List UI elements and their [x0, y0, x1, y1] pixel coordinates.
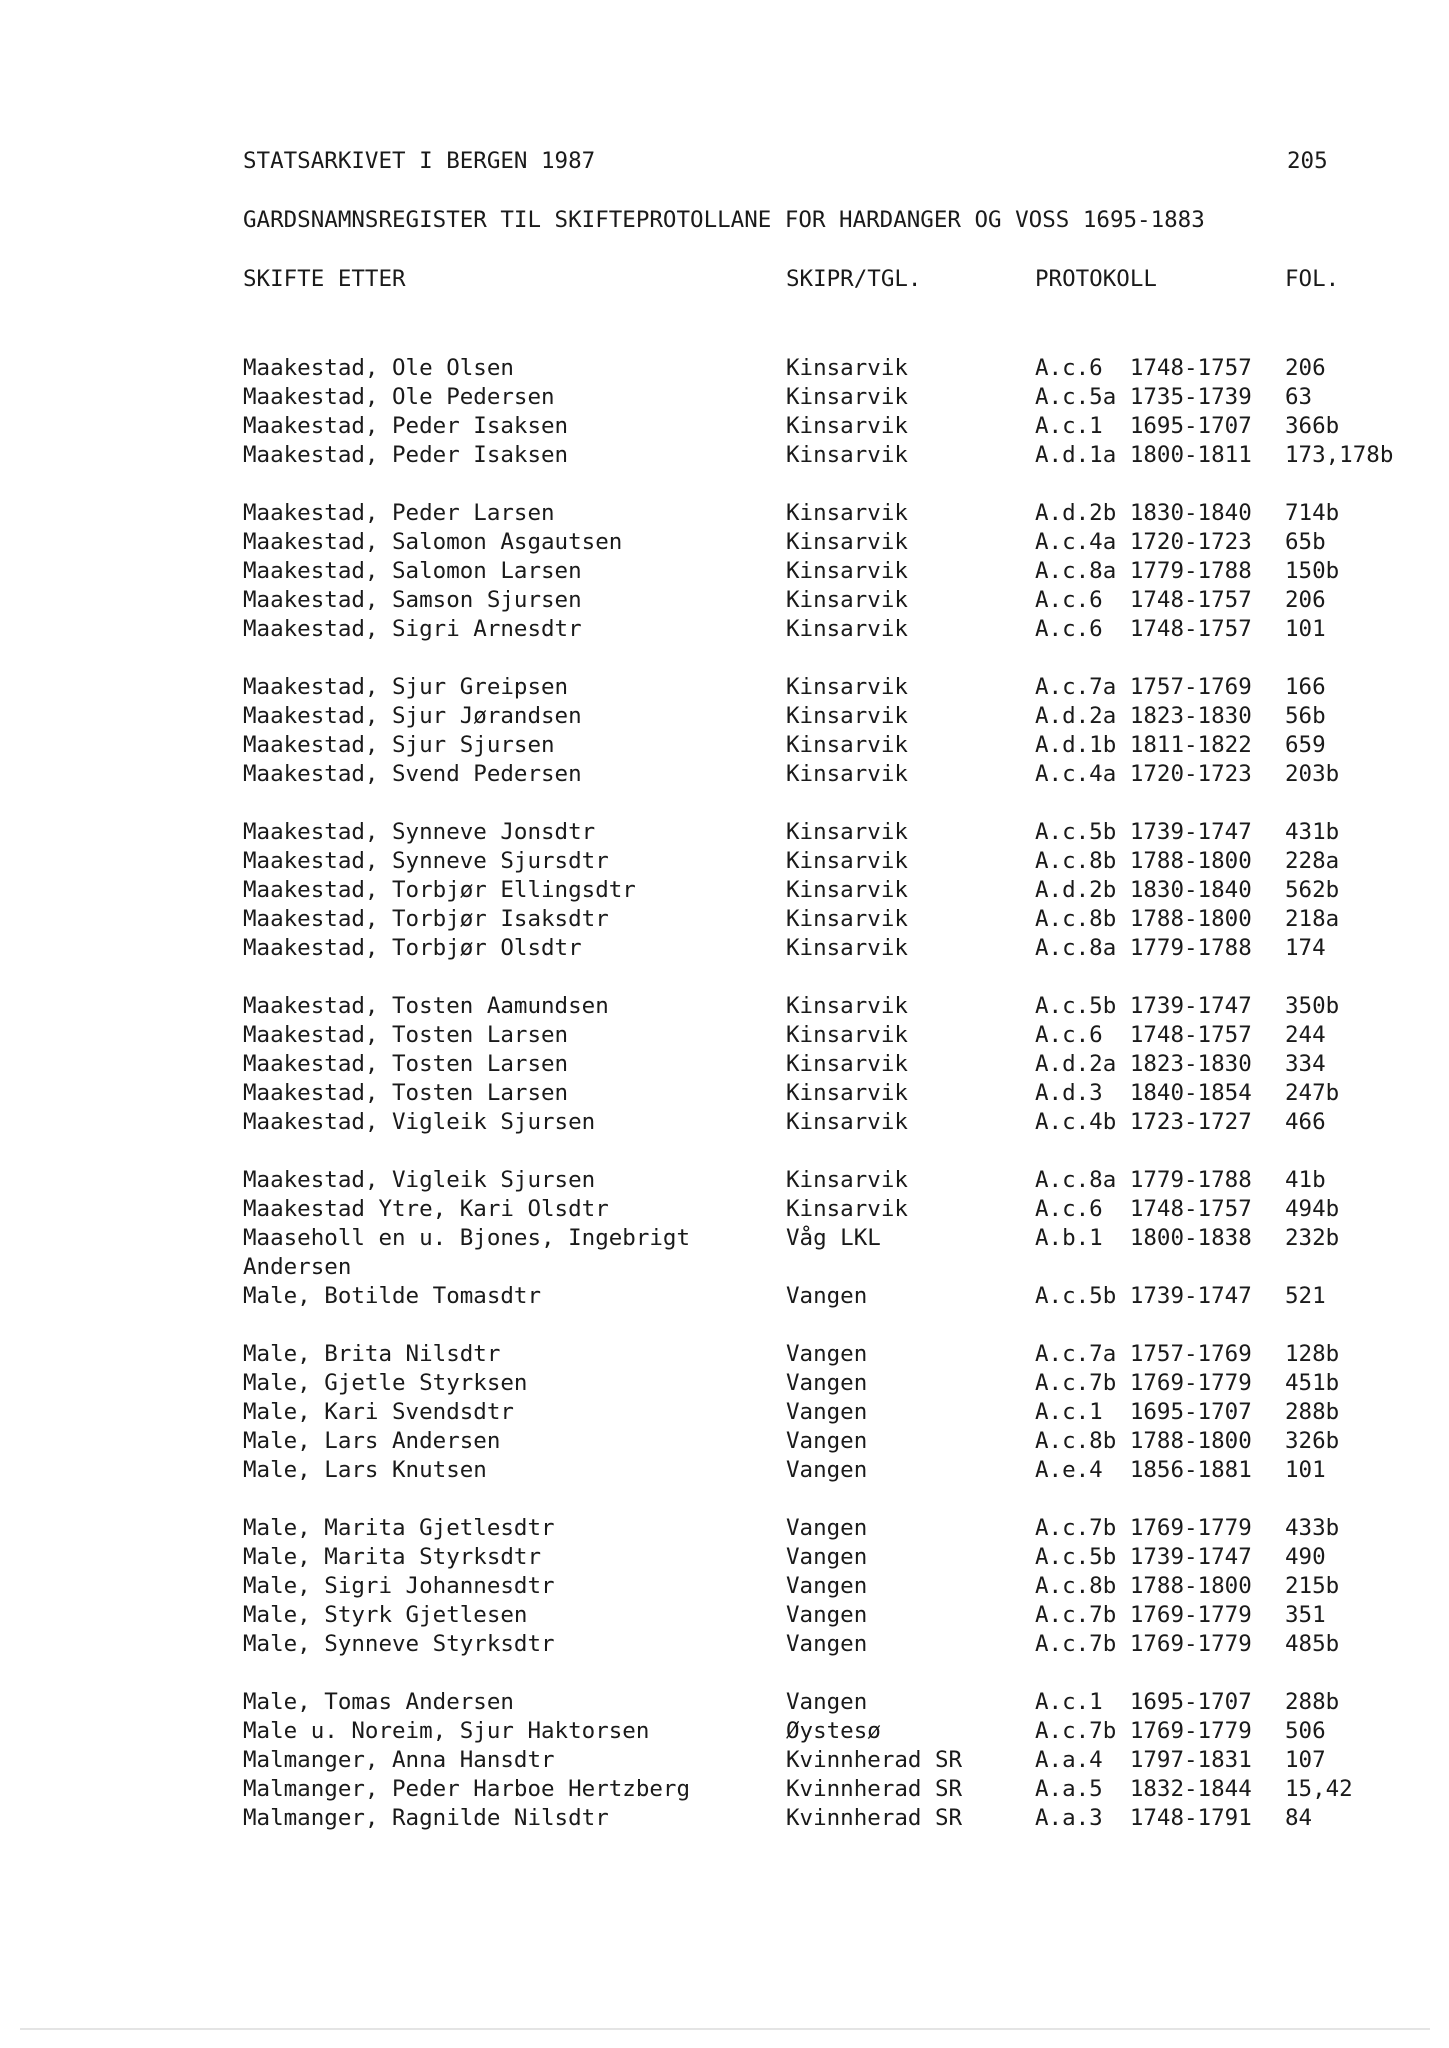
cell-protocol: A.c.7a 1757-1769 [1035, 674, 1252, 700]
table-row [0, 1223, 1449, 1253]
table-row [0, 527, 1449, 557]
cell-folio: 494b [1285, 1196, 1340, 1222]
cell-protocol: A.c.5a 1735-1739 [1035, 384, 1252, 410]
cell-place: Vangen [786, 1515, 868, 1541]
cell-name: Male, Sigri Johannesdtr [243, 1573, 555, 1599]
cell-name: Maakestad, Peder Isaksen [243, 413, 569, 439]
table-row [0, 904, 1449, 934]
table-row [0, 1803, 1449, 1833]
cell-protocol: A.c.8a 1779-1788 [1035, 1167, 1252, 1193]
cell-place: Kinsarvik [786, 413, 908, 439]
cell-name: Maakestad, Ole Pedersen [243, 384, 555, 410]
table-row [0, 556, 1449, 586]
cell-place: Kinsarvik [786, 500, 908, 526]
table-row [0, 1542, 1449, 1572]
cell-place: Kinsarvik [786, 1196, 908, 1222]
cell-protocol: A.c.1 1695-1707 [1035, 1689, 1252, 1715]
cell-folio: 218a [1285, 906, 1340, 932]
cell-folio: 326b [1285, 1428, 1340, 1454]
cell-folio: 490 [1285, 1544, 1326, 1570]
cell-place: Kinsarvik [786, 819, 908, 845]
cell-protocol: A.c.7a 1757-1769 [1035, 1341, 1252, 1367]
cell-folio: 431b [1285, 819, 1340, 845]
cell-protocol: A.d.1a 1800-1811 [1035, 442, 1252, 468]
cell-name: Maakestad, Peder Larsen [243, 500, 555, 526]
table-row [0, 1716, 1449, 1746]
cell-folio: 173,178b [1285, 442, 1394, 468]
cell-folio: 466 [1285, 1109, 1326, 1135]
cell-protocol: A.c.5b 1739-1747 [1035, 993, 1252, 1019]
cell-folio: 63 [1285, 384, 1313, 410]
cell-protocol: A.c.7b 1769-1779 [1035, 1515, 1252, 1541]
cell-folio: 174 [1285, 935, 1326, 961]
cell-name: Maakestad, Torbjør Ellingsdtr [243, 877, 636, 903]
cell-place: Kvinnherad SR [786, 1776, 963, 1802]
cell-place: Kvinnherad SR [786, 1747, 963, 1773]
cell-name: Andersen [243, 1254, 352, 1280]
cell-protocol: A.c.8a 1779-1788 [1035, 935, 1252, 961]
cell-place: Vangen [786, 1689, 868, 1715]
cell-protocol: A.c.4b 1723-1727 [1035, 1109, 1252, 1135]
table-row [0, 1339, 1449, 1369]
cell-place: Kinsarvik [786, 355, 908, 381]
cell-name: Maakestad, Synneve Sjursdtr [243, 848, 609, 874]
table-row [0, 1281, 1449, 1311]
table-row [0, 1049, 1449, 1079]
table-row [0, 672, 1449, 702]
table-row [0, 1571, 1449, 1601]
cell-folio: 128b [1285, 1341, 1340, 1367]
table-row [0, 817, 1449, 847]
cell-place: Kinsarvik [786, 1167, 908, 1193]
scan-edge [20, 2028, 1430, 2030]
cell-place: Kvinnherad SR [786, 1805, 963, 1831]
table-row [0, 1020, 1449, 1050]
cell-place: Kinsarvik [786, 442, 908, 468]
cell-name: Maakestad, Torbjør Isaksdtr [243, 906, 609, 932]
table-row [0, 1194, 1449, 1224]
table-row [0, 1600, 1449, 1630]
table-row [0, 875, 1449, 905]
cell-folio: 107 [1285, 1747, 1326, 1773]
table-row [0, 730, 1449, 760]
cell-protocol: A.c.1 1695-1707 [1035, 413, 1252, 439]
table-row [0, 846, 1449, 876]
cell-name: Malmanger, Ragnilde Nilsdtr [243, 1805, 609, 1831]
table-row [0, 1397, 1449, 1427]
col-header-place: SKIPR/TGL. [786, 266, 922, 292]
cell-place: Kinsarvik [786, 1109, 908, 1135]
cell-protocol: A.c.5b 1739-1747 [1035, 819, 1252, 845]
cell-place: Kinsarvik [786, 906, 908, 932]
cell-folio: 203b [1285, 761, 1340, 787]
cell-folio: 433b [1285, 1515, 1340, 1541]
cell-folio: 247b [1285, 1080, 1340, 1106]
table-row [0, 353, 1449, 383]
cell-folio: 101 [1285, 1457, 1326, 1483]
cell-place: Vangen [786, 1573, 868, 1599]
col-header-folio: FOL. [1285, 266, 1340, 292]
cell-place: Våg LKL [786, 1225, 881, 1251]
cell-folio: 84 [1285, 1805, 1313, 1831]
title-line [0, 205, 1449, 235]
cell-folio: 334 [1285, 1051, 1326, 1077]
table-row [0, 411, 1449, 441]
cell-folio: 506 [1285, 1718, 1326, 1744]
cell-folio: 228a [1285, 848, 1340, 874]
cell-place: Kinsarvik [786, 384, 908, 410]
cell-name: Male, Styrk Gjetlesen [243, 1602, 528, 1628]
cell-protocol: A.a.3 1748-1791 [1035, 1805, 1252, 1831]
cell-place: Vangen [786, 1457, 868, 1483]
cell-folio: 350b [1285, 993, 1340, 1019]
cell-folio: 521 [1285, 1283, 1326, 1309]
cell-name: Maakestad, Torbjør Olsdtr [243, 935, 582, 961]
table-row [0, 1513, 1449, 1543]
cell-place: Vangen [786, 1341, 868, 1367]
cell-name: Maakestad, Tosten Larsen [243, 1080, 569, 1106]
cell-protocol: A.d.2b 1830-1840 [1035, 500, 1252, 526]
cell-place: Vangen [786, 1283, 868, 1309]
col-header-protocol: PROTOKOLL [1035, 266, 1157, 292]
cell-name: Male, Tomas Andersen [243, 1689, 514, 1715]
cell-name: Maakestad, Sjur Jørandsen [243, 703, 582, 729]
cell-name: Male, Brita Nilsdtr [243, 1341, 501, 1367]
cell-protocol: A.c.6 1748-1757 [1035, 355, 1252, 381]
table-row [0, 440, 1449, 470]
table-row [0, 759, 1449, 789]
cell-name: Maakestad, Tosten Aamundsen [243, 993, 609, 1019]
cell-place: Vangen [786, 1631, 868, 1657]
table-row [0, 1687, 1449, 1717]
cell-protocol: A.e.4 1856-1881 [1035, 1457, 1252, 1483]
cell-name: Maakestad, Sjur Greipsen [243, 674, 569, 700]
cell-folio: 215b [1285, 1573, 1340, 1599]
cell-protocol: A.c.8b 1788-1800 [1035, 848, 1252, 874]
cell-protocol: A.c.4a 1720-1723 [1035, 761, 1252, 787]
table-row [0, 701, 1449, 731]
table-row [0, 1745, 1449, 1775]
cell-protocol: A.d.2a 1823-1830 [1035, 703, 1252, 729]
page-number: 205 [1287, 148, 1328, 174]
table-row [0, 1107, 1449, 1137]
cell-place: Kinsarvik [786, 848, 908, 874]
cell-folio: 288b [1285, 1399, 1340, 1425]
cell-folio: 206 [1285, 587, 1326, 613]
cell-name: Male u. Noreim, Sjur Haktorsen [243, 1718, 650, 1744]
cell-place: Øystesø [786, 1718, 881, 1744]
cell-place: Kinsarvik [786, 761, 908, 787]
cell-folio: 15,42 [1285, 1776, 1353, 1802]
cell-place: Vangen [786, 1370, 868, 1396]
table-row [0, 1368, 1449, 1398]
cell-name: Maakestad, Samson Sjursen [243, 587, 582, 613]
cell-folio: 41b [1285, 1167, 1326, 1193]
cell-protocol: A.d.1b 1811-1822 [1035, 732, 1252, 758]
cell-place: Vangen [786, 1544, 868, 1570]
cell-protocol: A.c.7b 1769-1779 [1035, 1370, 1252, 1396]
cell-folio: 451b [1285, 1370, 1340, 1396]
cell-place: Kinsarvik [786, 616, 908, 642]
table-row [0, 498, 1449, 528]
cell-folio: 288b [1285, 1689, 1340, 1715]
cell-name: Male, Lars Andersen [243, 1428, 501, 1454]
col-header-name: SKIFTE ETTER [243, 266, 406, 292]
cell-folio: 562b [1285, 877, 1340, 903]
cell-place: Kinsarvik [786, 993, 908, 1019]
table-row [0, 1629, 1449, 1659]
cell-name: Maakestad, Tosten Larsen [243, 1022, 569, 1048]
table-row [0, 614, 1449, 644]
cell-name: Maakestad, Vigleik Sjursen [243, 1167, 596, 1193]
cell-place: Kinsarvik [786, 732, 908, 758]
cell-place: Vangen [786, 1399, 868, 1425]
cell-name: Male, Gjetle Styrksen [243, 1370, 528, 1396]
cell-name: Maakestad, Sigri Arnesdtr [243, 616, 582, 642]
cell-protocol: A.d.2b 1830-1840 [1035, 877, 1252, 903]
cell-place: Kinsarvik [786, 529, 908, 555]
cell-name: Male, Synneve Styrksdtr [243, 1631, 555, 1657]
cell-name: Maakestad, Sjur Sjursen [243, 732, 555, 758]
cell-protocol: A.c.6 1748-1757 [1035, 616, 1252, 642]
cell-place: Vangen [786, 1428, 868, 1454]
table-row [0, 1078, 1449, 1108]
table-row [0, 1252, 1449, 1282]
cell-name: Maakestad, Peder Isaksen [243, 442, 569, 468]
table-row [0, 585, 1449, 615]
cell-name: Maakestad, Ole Olsen [243, 355, 514, 381]
cell-name: Male, Kari Svendsdtr [243, 1399, 514, 1425]
table-row [0, 933, 1449, 963]
cell-name: Maakestad, Tosten Larsen [243, 1051, 569, 1077]
cell-folio: 166 [1285, 674, 1326, 700]
cell-protocol: A.c.7b 1769-1779 [1035, 1718, 1252, 1744]
register-title: GARDSNAMNSREGISTER TIL SKIFTEPROTOLLANE FOR HARDANGER OG VOSS 1695-1883 [243, 207, 1205, 233]
cell-folio: 351 [1285, 1602, 1326, 1628]
cell-protocol: A.b.1 1800-1838 [1035, 1225, 1252, 1251]
cell-place: Kinsarvik [786, 703, 908, 729]
table-row [0, 991, 1449, 1021]
cell-name: Maakestad, Salomon Larsen [243, 558, 582, 584]
cell-name: Maakestad, Svend Pedersen [243, 761, 582, 787]
cell-folio: 714b [1285, 500, 1340, 526]
cell-place: Kinsarvik [786, 674, 908, 700]
cell-name: Maakestad Ytre, Kari Olsdtr [243, 1196, 609, 1222]
column-headers [0, 264, 1449, 294]
cell-protocol: A.d.3 1840-1854 [1035, 1080, 1252, 1106]
cell-protocol: A.c.1 1695-1707 [1035, 1399, 1252, 1425]
cell-protocol: A.c.6 1748-1757 [1035, 1022, 1252, 1048]
cell-name: Male, Marita Styrksdtr [243, 1544, 542, 1570]
cell-protocol: A.c.5b 1739-1747 [1035, 1283, 1252, 1309]
cell-place: Kinsarvik [786, 558, 908, 584]
cell-folio: 485b [1285, 1631, 1340, 1657]
cell-protocol: A.c.8b 1788-1800 [1035, 1573, 1252, 1599]
cell-folio: 101 [1285, 616, 1326, 642]
table-row [0, 1455, 1449, 1485]
cell-place: Kinsarvik [786, 1080, 908, 1106]
cell-protocol: A.c.8b 1788-1800 [1035, 906, 1252, 932]
cell-protocol: A.c.5b 1739-1747 [1035, 1544, 1252, 1570]
table-row [0, 1426, 1449, 1456]
cell-folio: 56b [1285, 703, 1326, 729]
cell-name: Maaseholl en u. Bjones, Ingebrigt [243, 1225, 691, 1251]
cell-protocol: A.a.5 1832-1844 [1035, 1776, 1252, 1802]
cell-folio: 366b [1285, 413, 1340, 439]
cell-name: Maakestad, Vigleik Sjursen [243, 1109, 596, 1135]
cell-name: Male, Lars Knutsen [243, 1457, 487, 1483]
cell-folio: 244 [1285, 1022, 1326, 1048]
archive-name: STATSARKIVET I BERGEN 1987 [243, 148, 596, 174]
cell-name: Maakestad, Salomon Asgautsen [243, 529, 623, 555]
cell-folio: 206 [1285, 355, 1326, 381]
cell-place: Kinsarvik [786, 877, 908, 903]
cell-place: Kinsarvik [786, 935, 908, 961]
cell-protocol: A.c.6 1748-1757 [1035, 587, 1252, 613]
cell-protocol: A.d.2a 1823-1830 [1035, 1051, 1252, 1077]
cell-name: Malmanger, Anna Hansdtr [243, 1747, 555, 1773]
cell-folio: 232b [1285, 1225, 1340, 1251]
cell-protocol: A.c.8b 1788-1800 [1035, 1428, 1252, 1454]
cell-protocol: A.a.4 1797-1831 [1035, 1747, 1252, 1773]
cell-place: Kinsarvik [786, 587, 908, 613]
cell-place: Vangen [786, 1602, 868, 1628]
cell-name: Male, Botilde Tomasdtr [243, 1283, 542, 1309]
cell-protocol: A.c.7b 1769-1779 [1035, 1602, 1252, 1628]
cell-place: Kinsarvik [786, 1051, 908, 1077]
cell-name: Male, Marita Gjetlesdtr [243, 1515, 555, 1541]
cell-place: Kinsarvik [786, 1022, 908, 1048]
table-row [0, 382, 1449, 412]
cell-protocol: A.c.7b 1769-1779 [1035, 1631, 1252, 1657]
table-row [0, 1165, 1449, 1195]
header-line [0, 146, 1449, 176]
cell-protocol: A.c.6 1748-1757 [1035, 1196, 1252, 1222]
cell-protocol: A.c.4a 1720-1723 [1035, 529, 1252, 555]
cell-name: Malmanger, Peder Harboe Hertzberg [243, 1776, 691, 1802]
cell-protocol: A.c.8a 1779-1788 [1035, 558, 1252, 584]
table-row [0, 1774, 1449, 1804]
cell-folio: 65b [1285, 529, 1326, 555]
cell-folio: 659 [1285, 732, 1326, 758]
cell-name: Maakestad, Synneve Jonsdtr [243, 819, 596, 845]
cell-folio: 150b [1285, 558, 1340, 584]
